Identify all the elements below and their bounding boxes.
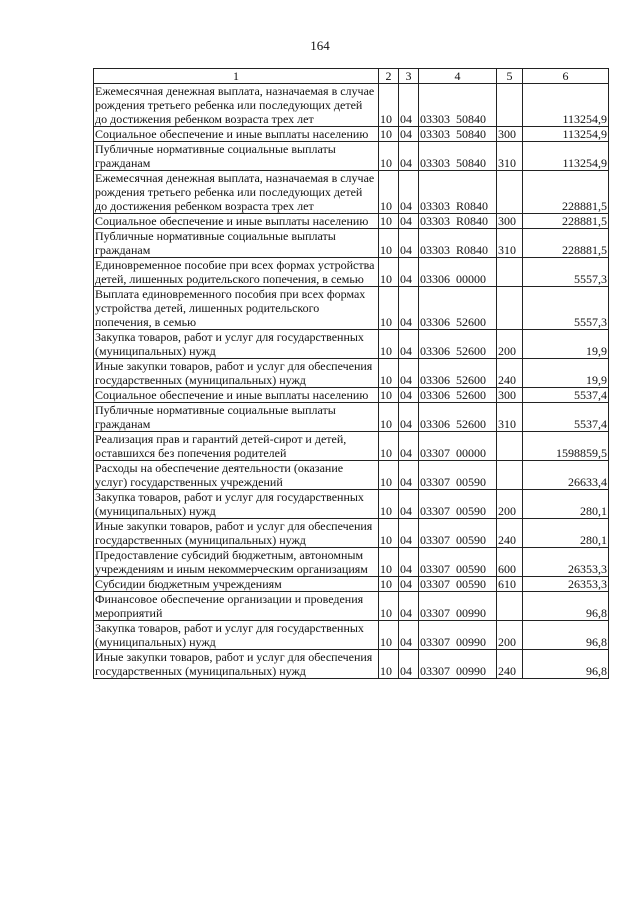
cell-amount: 228881,5 — [523, 171, 609, 214]
cell-section: 10 — [379, 171, 399, 214]
table-row — [94, 214, 609, 229]
cell-expense-type: 300 — [497, 214, 523, 229]
column-header: 6 — [523, 69, 609, 84]
cell-name: Финансовое обеспечение организации и проведения мероприятий — [94, 592, 379, 621]
table-row — [94, 142, 609, 171]
table-row — [94, 519, 609, 548]
table-row — [94, 403, 609, 432]
cell-section: 10 — [379, 258, 399, 287]
cell-section: 10 — [379, 403, 399, 432]
cell-target-article: 03303 50840 — [419, 127, 497, 142]
cell-name: Выплата единовременного пособия при всех формах устройства детей, лишенных родительского попечения, в семью — [94, 287, 379, 330]
cell-subsection: 04 — [399, 432, 419, 461]
cell-name: Иные закупки товаров, работ и услуг для обеспечения государственных (муниципальных) нужд — [94, 359, 379, 388]
table-row — [94, 577, 609, 592]
cell-amount: 5557,3 — [523, 287, 609, 330]
table-row — [94, 432, 609, 461]
cell-section: 10 — [379, 577, 399, 592]
cell-amount: 228881,5 — [523, 214, 609, 229]
cell-section: 10 — [379, 519, 399, 548]
cell-name: Ежемесячная денежная выплата, назначаемая в случае рождения третьего ребенка или последующих детей до достижения ребенком возраста трех лет — [94, 84, 379, 127]
table-row — [94, 621, 609, 650]
cell-target-article: 03303 R0840 — [419, 229, 497, 258]
cell-amount: 280,1 — [523, 490, 609, 519]
cell-target-article: 03307 00590 — [419, 577, 497, 592]
cell-expense-type: 200 — [497, 490, 523, 519]
cell-amount: 5537,4 — [523, 388, 609, 403]
cell-section: 10 — [379, 142, 399, 171]
cell-amount: 19,9 — [523, 330, 609, 359]
cell-target-article: 03306 52600 — [419, 403, 497, 432]
cell-name: Расходы на обеспечение деятельности (оказание услуг) государственных учреждений — [94, 461, 379, 490]
cell-section: 10 — [379, 461, 399, 490]
cell-subsection: 04 — [399, 84, 419, 127]
cell-target-article: 03307 00990 — [419, 621, 497, 650]
table-row — [94, 229, 609, 258]
cell-section: 10 — [379, 432, 399, 461]
column-header: 3 — [399, 69, 419, 84]
cell-amount: 1598859,5 — [523, 432, 609, 461]
cell-target-article: 03306 00000 — [419, 258, 497, 287]
cell-name: Закупка товаров, работ и услуг для государственных (муниципальных) нужд — [94, 490, 379, 519]
cell-amount: 26633,4 — [523, 461, 609, 490]
cell-target-article: 03303 R0840 — [419, 214, 497, 229]
cell-expense-type: 240 — [497, 650, 523, 679]
cell-name: Единовременное пособие при всех формах устройства детей, лишенных родительского попечения, в семью — [94, 258, 379, 287]
cell-expense-type: 240 — [497, 519, 523, 548]
cell-expense-type: 300 — [497, 127, 523, 142]
cell-subsection: 04 — [399, 330, 419, 359]
cell-subsection: 04 — [399, 621, 419, 650]
table-row — [94, 461, 609, 490]
table-body — [94, 84, 609, 679]
cell-expense-type: 310 — [497, 403, 523, 432]
cell-subsection: 04 — [399, 171, 419, 214]
cell-amount: 5557,3 — [523, 258, 609, 287]
table-row — [94, 388, 609, 403]
cell-section: 10 — [379, 490, 399, 519]
page-number: 164 — [310, 38, 330, 53]
cell-name: Иные закупки товаров, работ и услуг для обеспечения государственных (муниципальных) нужд — [94, 650, 379, 679]
cell-amount: 96,8 — [523, 650, 609, 679]
cell-section: 10 — [379, 548, 399, 577]
cell-target-article: 03306 52600 — [419, 359, 497, 388]
cell-expense-type — [497, 461, 523, 490]
cell-expense-type — [497, 84, 523, 127]
cell-target-article: 03303 R0840 — [419, 171, 497, 214]
cell-amount: 113254,9 — [523, 142, 609, 171]
cell-target-article: 03306 52600 — [419, 388, 497, 403]
table-row — [94, 592, 609, 621]
cell-section: 10 — [379, 84, 399, 127]
cell-subsection: 04 — [399, 577, 419, 592]
cell-name: Субсидии бюджетным учреждениям — [94, 577, 379, 592]
cell-name: Социальное обеспечение и иные выплаты населению — [94, 127, 379, 142]
table-row — [94, 359, 609, 388]
column-header: 1 — [94, 69, 379, 84]
cell-section: 10 — [379, 287, 399, 330]
cell-amount: 113254,9 — [523, 84, 609, 127]
cell-subsection: 04 — [399, 287, 419, 330]
cell-section: 10 — [379, 127, 399, 142]
cell-expense-type: 610 — [497, 577, 523, 592]
cell-amount: 228881,5 — [523, 229, 609, 258]
cell-name: Социальное обеспечение и иные выплаты населению — [94, 388, 379, 403]
cell-section: 10 — [379, 592, 399, 621]
cell-name: Закупка товаров, работ и услуг для государственных (муниципальных) нужд — [94, 330, 379, 359]
cell-section: 10 — [379, 650, 399, 679]
cell-amount: 113254,9 — [523, 127, 609, 142]
cell-name: Социальное обеспечение и иные выплаты населению — [94, 214, 379, 229]
cell-section: 10 — [379, 229, 399, 258]
cell-name: Предоставление субсидий бюджетным, автономным учреждениям и иным некоммерческим организациям — [94, 548, 379, 577]
cell-target-article: 03307 00990 — [419, 650, 497, 679]
cell-target-article: 03307 00590 — [419, 519, 497, 548]
cell-target-article: 03307 00590 — [419, 490, 497, 519]
cell-target-article: 03307 00000 — [419, 432, 497, 461]
cell-subsection: 04 — [399, 650, 419, 679]
cell-amount: 26353,3 — [523, 548, 609, 577]
cell-amount: 96,8 — [523, 592, 609, 621]
column-header: 5 — [497, 69, 523, 84]
cell-name: Иные закупки товаров, работ и услуг для обеспечения государственных (муниципальных) нужд — [94, 519, 379, 548]
table-row — [94, 650, 609, 679]
cell-subsection: 04 — [399, 258, 419, 287]
cell-section: 10 — [379, 214, 399, 229]
cell-amount: 96,8 — [523, 621, 609, 650]
table-row — [94, 548, 609, 577]
table-row — [94, 171, 609, 214]
cell-name: Закупка товаров, работ и услуг для государственных (муниципальных) нужд — [94, 621, 379, 650]
cell-target-article: 03307 00590 — [419, 461, 497, 490]
cell-subsection: 04 — [399, 142, 419, 171]
cell-expense-type: 200 — [497, 621, 523, 650]
cell-target-article: 03307 00590 — [419, 548, 497, 577]
cell-expense-type — [497, 592, 523, 621]
cell-target-article: 03303 50840 — [419, 84, 497, 127]
cell-name: Реализация прав и гарантий детей-сирот и детей, оставшихся без попечения родителей — [94, 432, 379, 461]
cell-expense-type — [497, 287, 523, 330]
table-row — [94, 490, 609, 519]
cell-target-article: 03303 50840 — [419, 142, 497, 171]
cell-subsection: 04 — [399, 490, 419, 519]
cell-section: 10 — [379, 621, 399, 650]
column-header: 2 — [379, 69, 399, 84]
cell-target-article: 03306 52600 — [419, 287, 497, 330]
table-row — [94, 84, 609, 127]
cell-subsection: 04 — [399, 592, 419, 621]
cell-expense-type: 300 — [497, 388, 523, 403]
cell-expense-type: 600 — [497, 548, 523, 577]
cell-subsection: 04 — [399, 519, 419, 548]
cell-section: 10 — [379, 388, 399, 403]
table-row — [94, 287, 609, 330]
cell-name: Публичные нормативные социальные выплаты гражданам — [94, 403, 379, 432]
cell-section: 10 — [379, 330, 399, 359]
cell-name: Ежемесячная денежная выплата, назначаемая в случае рождения третьего ребенка или последующих детей до достижения ребенком возраста трех лет — [94, 171, 379, 214]
cell-target-article: 03306 52600 — [419, 330, 497, 359]
table-header-row — [94, 69, 609, 84]
cell-subsection: 04 — [399, 214, 419, 229]
cell-section: 10 — [379, 359, 399, 388]
cell-amount: 280,1 — [523, 519, 609, 548]
cell-expense-type — [497, 171, 523, 214]
table-row — [94, 258, 609, 287]
cell-subsection: 04 — [399, 548, 419, 577]
cell-subsection: 04 — [399, 229, 419, 258]
cell-subsection: 04 — [399, 127, 419, 142]
table-row — [94, 127, 609, 142]
column-header: 4 — [419, 69, 497, 84]
budget-table — [93, 68, 609, 679]
cell-amount: 5537,4 — [523, 403, 609, 432]
cell-expense-type: 200 — [497, 330, 523, 359]
cell-name: Публичные нормативные социальные выплаты гражданам — [94, 229, 379, 258]
cell-target-article: 03307 00990 — [419, 592, 497, 621]
cell-subsection: 04 — [399, 461, 419, 490]
cell-subsection: 04 — [399, 359, 419, 388]
cell-expense-type: 240 — [497, 359, 523, 388]
cell-subsection: 04 — [399, 388, 419, 403]
cell-subsection: 04 — [399, 403, 419, 432]
cell-expense-type: 310 — [497, 229, 523, 258]
cell-amount: 19,9 — [523, 359, 609, 388]
table-row — [94, 330, 609, 359]
cell-expense-type — [497, 432, 523, 461]
cell-name: Публичные нормативные социальные выплаты гражданам — [94, 142, 379, 171]
cell-expense-type — [497, 258, 523, 287]
cell-expense-type: 310 — [497, 142, 523, 171]
cell-amount: 26353,3 — [523, 577, 609, 592]
